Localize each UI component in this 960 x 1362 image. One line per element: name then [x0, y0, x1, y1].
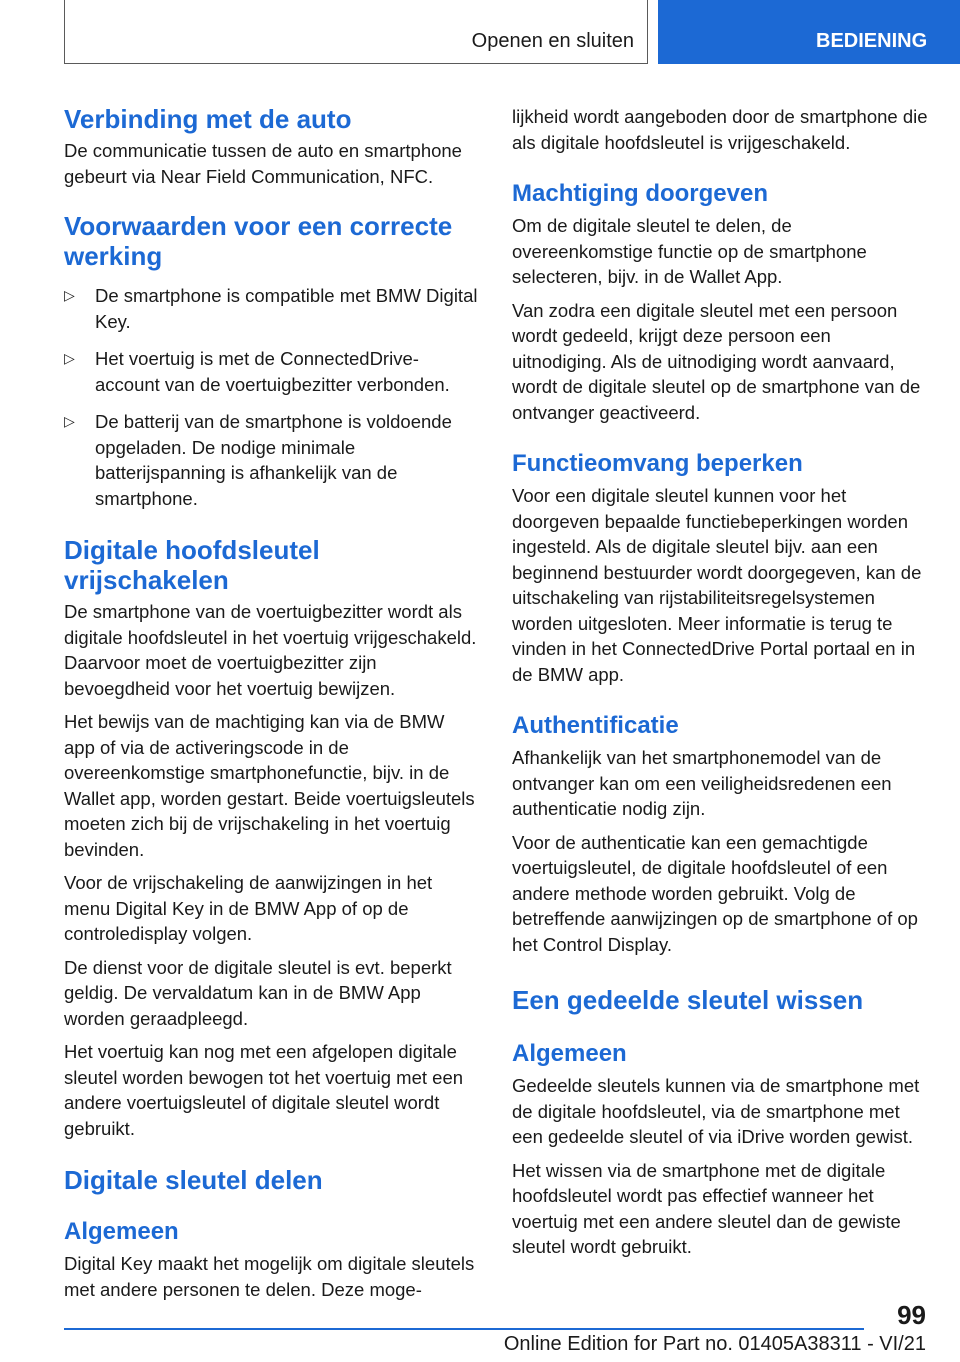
footer-divider	[64, 1328, 864, 1330]
list-item: ▷ De batterij van de smartphone is voldoende opgeladen. De nodige minimale batterijspanning is afhankelijk van de smartphone.	[64, 411, 452, 509]
list-item: ▷ De smartphone is compatible met BMW Digital Key.	[64, 285, 478, 332]
section-title: Openen en sluiten	[471, 30, 634, 52]
heading-enable: Digitale hoofdsleutel vrijschakelen	[64, 535, 320, 595]
list-item: ▷ Het voertuig is met de ConnectedDrive-account van de voertuigbezitter verbonden.	[64, 348, 450, 395]
page-number: 99	[897, 1300, 926, 1330]
para-enable-4: De dienst voor de digitale sleutel is evt. beperkt geldig. De vervaldatum kan in de BMW App worden geraadpleegd.	[64, 956, 452, 1029]
right-column	[512, 100, 930, 1260]
heading-connection: Verbinding met de auto	[64, 104, 352, 134]
para-enable-1: De smartphone van de voertuigbezitter wordt als digitale hoofdsleutel in het voertuig vrijgeschakeld. Daarvoor moet de voertuigbezitter zijn bevoegdheid voor het voertuig bewijzen.	[64, 601, 477, 699]
para-connection: De communicatie tussen de auto en smartphone gebeurt via Near Field Communication, NFC.	[64, 140, 462, 187]
para-grant-2: Van zodra een digitale sleutel met een persoon wordt gedeeld, krijgt deze persoon een uitnodiging. Als de uitnodiging wordt aanvaard, wordt de digitale sleutel op de smartphone van de ontvanger geactiveerd.	[512, 299, 921, 423]
para-auth-1: Afhankelijk van het smartphonemodel van de ontvanger kan om een veiligheidsredenen een authenticatie nodig zijn.	[512, 747, 892, 819]
heading-restrict: Functieomvang beperken	[512, 450, 803, 477]
para-enable-5: Het voertuig kan nog met een afgelopen digitale sleutel worden bewogen tot het voertuig met een andere voertuigsleutel of digitale sleutel wordt gebruikt.	[64, 1041, 464, 1139]
heading-grant: Machtiging doorgeven	[512, 180, 769, 207]
para-grant-1: Om de digitale sleutel te delen, de overeenkomstige functie op de smartphone selecteren, bijv. in de Wallet App.	[512, 215, 867, 287]
heading-share: Digitale sleutel delen	[64, 1165, 323, 1195]
heading-requirements: Voorwaarden voor een correcte werking	[64, 211, 453, 271]
para-restrict: Voor een digitale sleutel kunnen voor het doorgeven bepaalde functiebeperkingen worden ingesteld. Als de digitale sleutel bijv. aan een beginnend bestuurder wordt doorgegeven, kan de uitschakeling van rijstabiliteitsregelsystemen worden uitgesloten. Meer informatie is terug te vinden in het ConnectedDrive Portal portaal en in de BMW app.	[512, 485, 922, 685]
chapter-tab-label: BEDIENING	[816, 30, 928, 52]
triangle-bullet-icon: ▷	[64, 287, 75, 303]
para-auth-2: Voor de authenticatie kan een gemachtigde voertuigsleutel, de digitale hoofdsleutel of een andere methode worden gebruikt. Volg de betreffende aanwijzingen op de smartphone of op het Control Display.	[512, 831, 918, 955]
left-column	[64, 100, 478, 1302]
para-enable-3: Voor de vrijschakeling de aanwijzingen in het menu Digital Key in de BMW App of op de controledisplay volgen.	[64, 872, 433, 944]
para-delete-1: Gedeelde sleutels kunnen via de smartphone met de digitale hoofdsleutel, via de smartphone met een gedeelde sleutel of via iDrive worden gewist.	[512, 1075, 920, 1147]
subheading-general-share: Algemeen	[64, 1218, 179, 1245]
para-enable-2: Het bewijs van de machtiging kan via de BMW app of via de activeringscode in de overeenkomstige smartphonefunctie, bijv. in de Wallet app, worden gestart. Beide voertuigsleutels moeten zich bij de vrijschakeling in het voertuig bevinden.	[64, 711, 475, 860]
heading-auth: Authentificatie	[512, 712, 679, 739]
para-share: Digital Key maakt het mogelijk om digitale sleutels met andere personen te delen. Deze moge-	[64, 1253, 475, 1300]
edition-note: Online Edition for Part no. 01405A38311 - VI/21	[503, 1333, 926, 1355]
triangle-bullet-icon: ▷	[64, 350, 75, 366]
heading-delete: Een gedeelde sleutel wissen	[512, 985, 864, 1015]
subheading-general-delete: Algemeen	[512, 1040, 627, 1067]
chapter-tab	[658, 0, 960, 64]
para-share-cont: lijkheid wordt aangeboden door de smartphone die als digitale hoofdsleutel is vrijgeschakeld.	[512, 106, 928, 153]
para-delete-2: Het wissen via de smartphone met de digitale hoofdsleutel wordt pas effectief wanneer het voertuig met een andere sleutel dan de gewiste sleutel wordt gebruikt.	[512, 1159, 901, 1257]
requirements-list	[64, 283, 478, 511]
triangle-bullet-icon: ▷	[64, 413, 75, 429]
